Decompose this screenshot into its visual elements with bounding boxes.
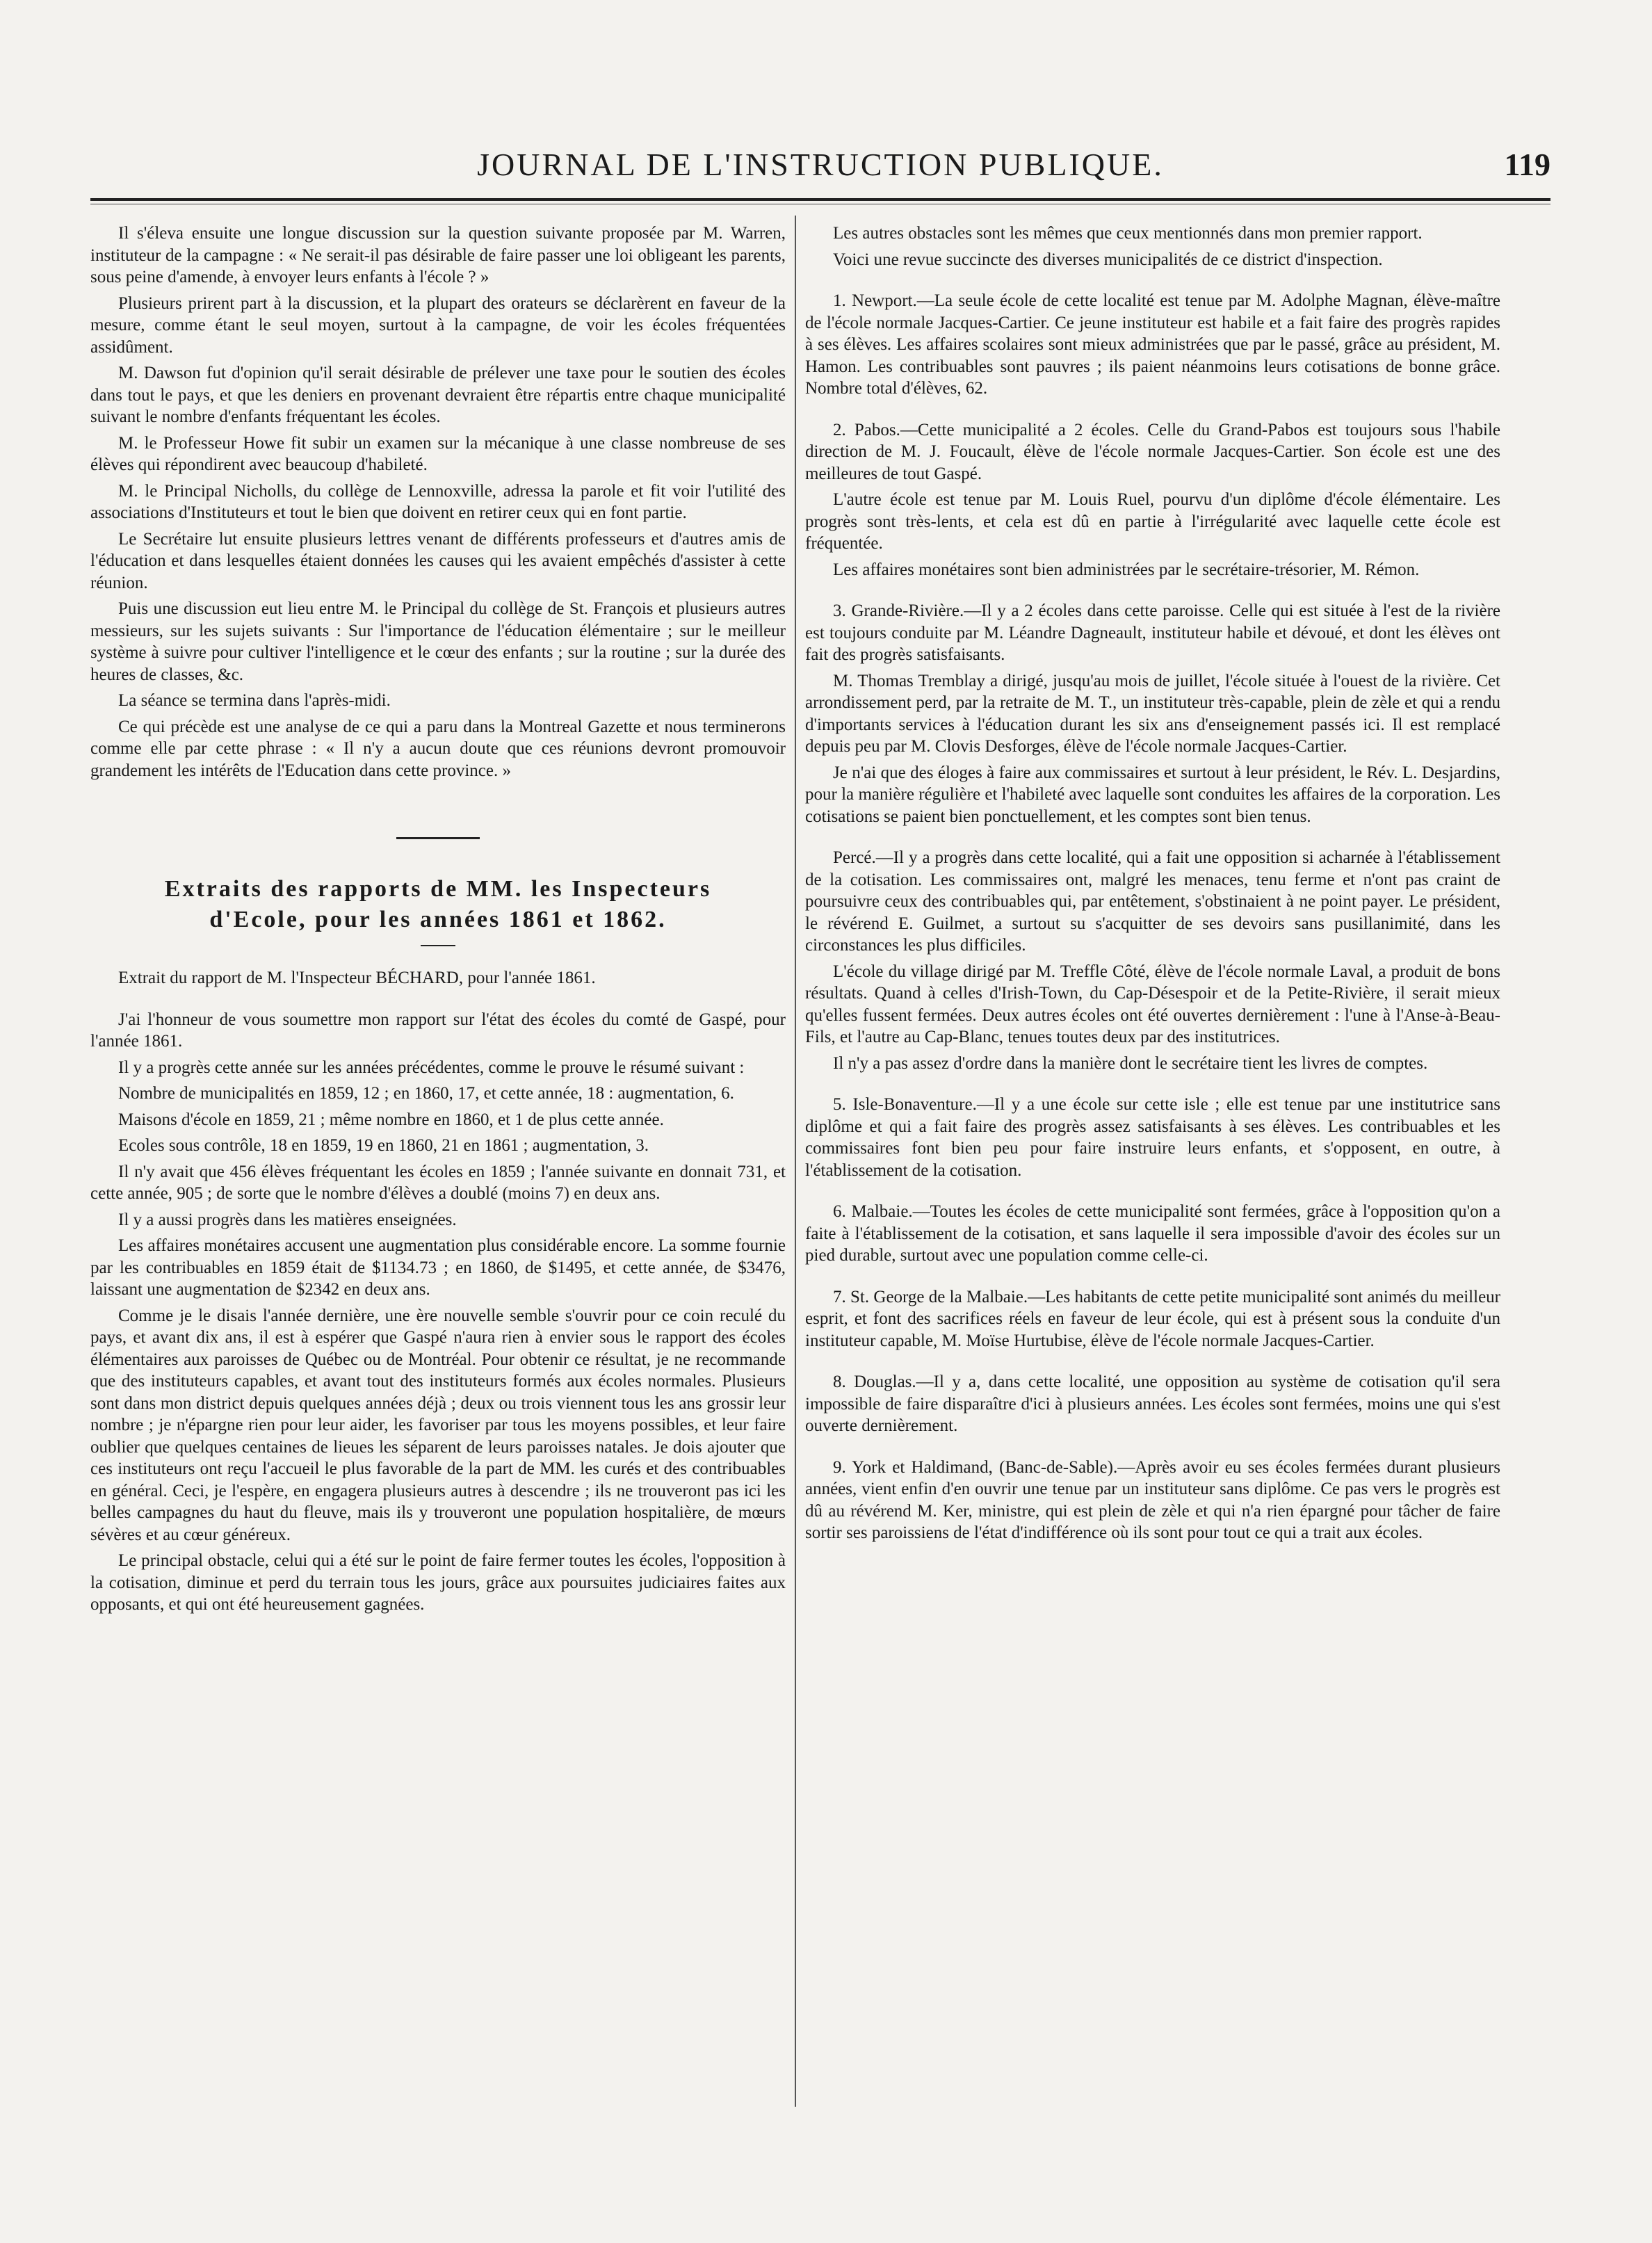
paragraph: Il n'y a pas assez d'ordre dans la manière dont le secrétaire tient les livres de comptes. bbox=[833, 1053, 1428, 1073]
municipality-entry: 8. Douglas.—Il y a, dans cette localité, une opposition au système de cotisation qu'il sera impossible de faire disparaître d'ici à plusieurs années. Les écoles sont fermées, moins une qui s'est ouverte dernièrement. bbox=[805, 1372, 1500, 1435]
municipality-entry: 3. Grande-Rivière.—Il y a 2 écoles dans cette paroisse. Celle qui est située à l'est de la rivière est toujours conduite par M. Léandre Dagneault, instituteur habile et dévoué, et dont les élèves ont fait des progrès satisfaisants. bbox=[805, 601, 1500, 664]
journal-title: JOURNAL DE L'INSTRUCTION PUBLIQUE. bbox=[477, 147, 1164, 182]
paragraph: L'autre école est tenue par M. Louis Ruel, pourvu d'un diplôme d'école élémentaire. Les progrès sont très-lents, et cela est dû en partie à l'irrégularité avec laquelle cette école est fréquentée. bbox=[805, 490, 1500, 553]
paragraph: Il n'y avait que 456 élèves fréquentant les écoles en 1859 ; l'année suivante en donnait 731, et cette année, 905 ; de sorte que le nombre d'élèves a doublé (moins 7) en deux ans. bbox=[90, 1162, 786, 1203]
paragraph: Il s'éleva ensuite une longue discussion sur la question suivante proposée par M. Warren, instituteur de la campagne : « Ne serait-il pas désirable de faire passer une loi obligeant les parents, sous peine d'amende, à envoyer leurs enfants à l'école ? » bbox=[90, 224, 786, 286]
paragraph: Les affaires monétaires accusent une augmentation plus considérable encore. La somme fournie par les contribuables en 1859 était de $1134.73 ; en 1860, de $1495, et cette année, de $3476, laissant une augmentation de $2342 en deux ans. bbox=[90, 1236, 786, 1299]
paragraph: Le principal obstacle, celui qui a été sur le point de faire fermer toutes les écoles, l'opposition à la cotisation, diminue et perd du terrain tous les jours, grâce aux poursuites judiciaires faites aux opposants, et qui ont été heureusement gagnées. bbox=[90, 1551, 786, 1614]
paragraph: Je n'ai que des éloges à faire aux commissaires et surtout à leur président, le Rév. L. Desjardins, pour la manière régulière et l'habileté avec laquelle sont conduites les affaires de la corporation. Les cotisations se paient bien ponctuellement, et les comptes sont bien tenus. bbox=[805, 763, 1500, 826]
paragraph: L'école du village dirigé par M. Treffle Côté, élève de l'école normale Laval, a produit de bons résultats. Quand à celles d'Irish-Town, du Cap-Désespoir et de la Petite-Rivière, il serait mieux qu'elles fussent fermées. Deux autres écoles ont été ouvertes dernièrement : l'une à l'Anse-à-Beau-Fils, et l'autre au Cap-Blanc, tenues toutes deux par des institutrices. bbox=[805, 962, 1500, 1046]
right-column bbox=[805, 222, 1500, 1548]
report-subheading: Extrait du rapport de M. l'Inspecteur BÉCHARD, pour l'année 1861. bbox=[118, 969, 596, 987]
municipality-entry: 9. York et Haldimand, (Banc-de-Sable).—Après avoir eu ses écoles fermées durant plusieurs années, vient enfin d'en ouvrir une tenue par un instituteur sans diplôme. Ce pas vers le progrès est dû au révérend M. Ker, ministre, qui est plein de zèle et qui n'a rien épargné pour tâcher de faire sortir ses paroissiens de l'état d'indifférence où ils sont pour tout ce qui a trait aux écoles. bbox=[805, 1457, 1500, 1542]
paragraph: Le Secrétaire lut ensuite plusieurs lettres venant de différents professeurs et d'autres amis de l'éducation et dans lesquelles étaient données les causes qui les avaient empêchés d'assister à cette réunion. bbox=[90, 529, 786, 592]
paragraph: M. le Principal Nicholls, du collège de Lennoxville, adressa la parole et fit voir l'utilité des associations d'Instituteurs et tout le bien que doivent en retirer ceux qui en font partie. bbox=[90, 481, 786, 522]
municipality-entry: 6. Malbaie.—Toutes les écoles de cette municipalité sont fermées, grâce à l'opposition qu'on a faite à l'établissement de la cotisation, et sans laquelle il sera impossible d'avoir des écoles sur un pied durable, surtout avec une population comme celle-ci. bbox=[805, 1202, 1500, 1265]
paragraph: M. le Professeur Howe fit subir un examen sur la mécanique à une classe nombreuse de ses élèves qui répondirent avec beaucoup d'habileté. bbox=[90, 433, 786, 474]
municipality-entry: Percé.—Il y a progrès dans cette localité, qui a fait une opposition si acharnée à l'établissement de la cotisation. Les commissaires ont, malgré les menaces, tenu ferme et n'ont pas craint de poursuivre ceux des contribuables qui, par entêtement, s'obstinaient à ne point payer. Le président, le révérend E. Guilmet, a surtout su s'acquitter de ses devoirs sans pusillanimité, dans les circonstances les plus difficiles. bbox=[805, 848, 1500, 955]
paragraph: La séance se termina dans l'après-midi. bbox=[118, 691, 391, 710]
section-separator bbox=[396, 837, 480, 839]
paragraph: Voici une revue succincte des diverses municipalités de ce district d'inspection. bbox=[833, 250, 1383, 269]
header-rule bbox=[90, 198, 1550, 201]
left-column bbox=[90, 222, 786, 1620]
paragraph: M. Thomas Tremblay a dirigé, jusqu'au mois de juillet, l'école située à l'ouest de la rivière. Cet arrondissement perd, par la retraite de M. T., un instituteur très-capable, plein de zèle et qui a rendu d'importants services à l'éducation durant les six ans d'enseignement passés ici. Il est remplacé depuis peu par M. Clovis Desforges, élève de l'école normale Jacques-Cartier. bbox=[805, 671, 1500, 756]
municipality-entry: 5. Isle-Bonaventure.—Il y a une école sur cette isle ; elle est tenue par une institutrice sans diplôme et qui a fait faire des progrès assez satisfaisants à ses élèves. Les contribuables et les commissaires font bien peu pour faire instruire leurs enfants, et s'opposent, en outre, à l'établissement de la cotisation. bbox=[805, 1095, 1500, 1180]
paragraph: Plusieurs prirent part à la discussion, et la plupart des orateurs se déclarèrent en faveur de la mesure, comme étant le seul moyen, surtout à la campagne, de voir les écoles fréquentées assidûment. bbox=[90, 293, 786, 357]
paragraph: Nombre de municipalités en 1859, 12 ; en 1860, 17, et cette année, 18 : augmentation, 6. bbox=[118, 1084, 734, 1103]
page-number: 119 bbox=[1504, 147, 1550, 182]
paragraph: Puis une discussion eut lieu entre M. le Principal du collège de St. François et plusieurs autres messieurs, sur les sujets suivants : Sur l'importance de l'éducation élémentaire ; sur le meilleur système à suivre pour cultiver l'intelligence et le cœur des enfants ; sur la routine ; sur la durée des heures de classes, &c. bbox=[90, 599, 786, 684]
section-heading-line-2: d'Ecole, pour les années 1861 et 1862. bbox=[209, 907, 667, 932]
page-header bbox=[90, 139, 1550, 188]
paragraph: Il y a aussi progrès dans les matières enseignées. bbox=[118, 1210, 457, 1229]
paragraph: M. Dawson fut d'opinion qu'il serait désirable de prélever une taxe pour le soutien des écoles dans tout le pays, et que les deniers en provenant devraient être répartis entre chaque municipalité suivant le nombre d'enfants fréquentant les écoles. bbox=[90, 364, 786, 426]
paragraph: J'ai l'honneur de vous soumettre mon rapport sur l'état des écoles du comté de Gaspé, pour l'année 1861. bbox=[90, 1010, 786, 1051]
municipality-entry: 2. Pabos.—Cette municipalité a 2 écoles. Celle du Grand-Pabos est toujours sous l'habile direction de M. J. Foucault, élève de l'école normale Jacques-Cartier. Son école est une des meilleures de tout Gaspé. bbox=[805, 420, 1500, 483]
paragraph: Ecoles sous contrôle, 18 en 1859, 19 en 1860, 21 en 1861 ; augmentation, 3. bbox=[118, 1136, 649, 1155]
paragraph: Il y a progrès cette année sur les années précédentes, comme le prouve le résumé suivant : bbox=[118, 1058, 745, 1077]
section-heading-line-1: Extraits des rapports de MM. les Inspecteurs bbox=[164, 876, 712, 902]
paragraph: Ce qui précède est une analyse de ce qui a paru dans la Montreal Gazette et nous terminerons comme elle par cette phrase : « Il n'y a aucun doute que ces réunions devront promouvoir grandement les intérêts de l'Education dans cette province. » bbox=[90, 717, 786, 780]
paragraph: Les autres obstacles sont les mêmes que ceux mentionnés dans mon premier rapport. bbox=[833, 224, 1423, 243]
section-separator-small bbox=[421, 945, 455, 946]
municipality-entry: 7. St. George de la Malbaie.—Les habitants de cette petite municipalité sont animés du meilleur esprit, et font des sacrifices réels en faveur de leur école, qui est à présent sous la conduite d'un instituteur capable, M. Moïse Hurtubise, élève de l'école normale Jacques-Cartier. bbox=[805, 1287, 1500, 1350]
paragraph: Les affaires monétaires sont bien administrées par le secrétaire-trésorier, M. Rémon. bbox=[833, 560, 1420, 579]
paragraph: Maisons d'école en 1859, 21 ; même nombre en 1860, et 1 de plus cette année. bbox=[118, 1110, 664, 1129]
paragraph: Comme je le disais l'année dernière, une ère nouvelle semble s'ouvrir pour ce coin reculé du pays, et avant dix ans, il est à espérer que Gaspé n'aura rien à envier sous le rapport des écoles élémentaires aux paroisses de Québec ou de Montréal. Pour obtenir ce résultat, je ne recommande que des instituteurs capables, et avant tout des instituteurs formés aux écoles normales. Plusieurs sont dans mon district depuis quelques années déjà ; deux ou trois viennent tous les ans grossir leur nombre ; je n'épargne rien pour leur aider, les favoriser par tous les moyens possibles, et leur faire oublier que quelques centaines de lieues les séparent de leurs paroisses natales. Je dois ajouter que ces instituteurs ont reçu l'accueil le plus favorable de la part de MM. les curés et des contribuables en général. Ceci, je l'espère, en engagera plusieurs autres à descendre ; ils ne trouveront pas ici les belles campagnes du haut du fleuve, mais ils y trouveront une population hospitalière, de mœurs sévères et au cœur généreux. bbox=[90, 1306, 786, 1544]
municipality-entry: 1. Newport.—La seule école de cette localité est tenue par M. Adolphe Magnan, élève-maître de l'école normale Jacques-Cartier. Ce jeune instituteur est habile et a fait faire des progrès rapides à ses élèves. Les affaires scolaires sont mieux administrées que par le passé, grâce au président, M. Hamon. Les contribuables sont pauvres ; ils paient néanmoins leurs cotisations de bonne grâce. Nombre total d'élèves, 62. bbox=[805, 291, 1500, 398]
column-divider bbox=[795, 216, 796, 2107]
